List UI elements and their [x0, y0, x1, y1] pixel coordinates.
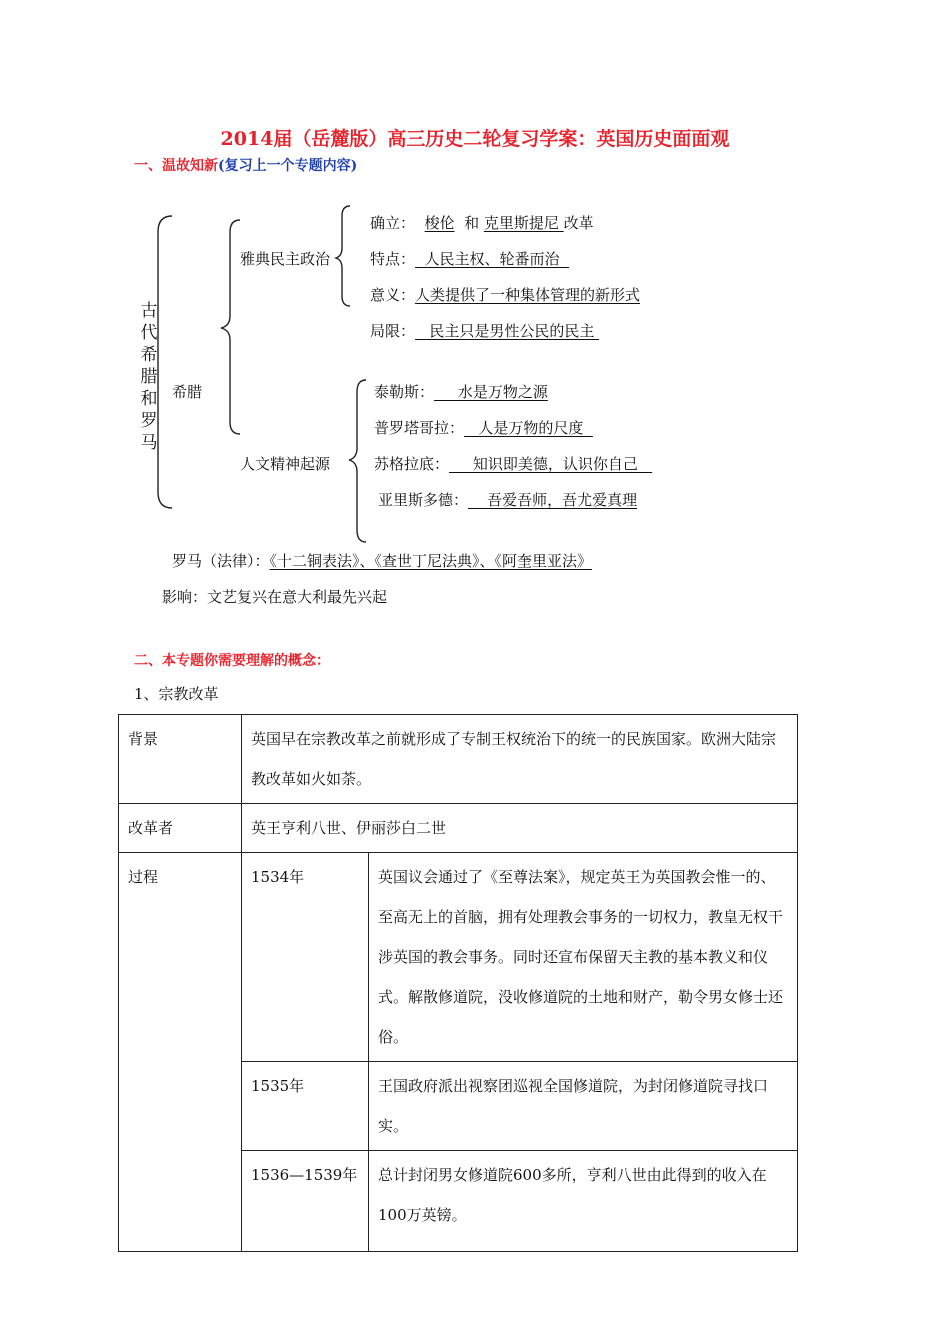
influence-line: 影响：文艺复兴在意大利最先兴起: [162, 588, 388, 606]
table-row: [119, 715, 798, 804]
athens-item-establish: 确立： 梭伦 和 克里斯提尼 改革: [370, 214, 594, 232]
athens-item-value: 梭伦: [424, 214, 455, 232]
humanism-label: 人文精神起源: [240, 455, 331, 473]
row-label: 过程: [119, 853, 242, 1252]
humanism-item-thales: 泰勒斯： 水是万物之源: [374, 383, 548, 401]
section-2-heading: 二、本专题你需要理解的概念：: [134, 653, 330, 669]
athens-item-value2: 克里斯提尼: [483, 214, 564, 232]
process-event: 总计封闭男女修道院600多所，亨利八世由此得到的收入在100万英镑。: [369, 1151, 798, 1252]
table-row: [119, 853, 798, 1062]
process-year: 1536—1539年: [242, 1151, 369, 1252]
greece-brace: [221, 220, 240, 434]
reformation-table: [118, 714, 798, 1252]
mindmap-root: 古代希腊和罗马: [140, 301, 158, 453]
topic-heading: 1、宗教改革: [134, 685, 219, 703]
row-label: 背景: [119, 715, 242, 804]
humanism-item-protagoras: 普罗塔哥拉： 人是万物的尺度: [374, 419, 593, 437]
reformer-text: 英王亨利八世、伊丽莎白二世: [242, 804, 798, 853]
process-year: 1534年: [242, 853, 369, 1062]
process-event: 英国议会通过了《至尊法案》，规定英王为英国教会惟一的、至高无上的首脑，拥有处理教会事务的一切权力，教皇无权干涉英国的教会事务。同时还宣布保留天主教的基本教义和仪式。解散修道院，没收修道院的土地和财产，勒令男女修士还俗。: [369, 853, 798, 1062]
humanism-item-aristotle: 亚里斯多德： 吾爱吾师，吾尤爱真理: [378, 491, 638, 509]
section-1-note: (复习上一个专题内容): [218, 158, 358, 174]
page-title: 2014届（岳麓版）高三历史二轮复习学案：英国历史面面观: [220, 128, 730, 150]
athens-item-limit: 局限： 民主只是男性公民的民主: [370, 322, 600, 340]
table-row: [119, 804, 798, 853]
root-brace: [158, 216, 172, 508]
section-1-title: 一、温故知新: [134, 158, 218, 174]
athens-item-key: 确立：: [370, 214, 416, 232]
athens-brace: [336, 206, 350, 306]
athens-item-feature: 特点： 人民主权、轮番而治: [370, 250, 570, 268]
rome-law: 罗马（法律）：《十二铜表法》、《查世丁尼法典》、《阿奎里亚法》: [172, 552, 593, 570]
athens-label: 雅典民主政治: [240, 250, 331, 268]
process-year: 1535年: [242, 1062, 369, 1151]
greece-label: 希腊: [172, 383, 203, 401]
row-label: 改革者: [119, 804, 242, 853]
athens-item-meaning: 意义：人类提供了一种集体管理的新形式: [370, 286, 641, 304]
process-event: 王国政府派出视察团巡视全国修道院，为封闭修道院寻找口实。: [369, 1062, 798, 1151]
humanism-item-socrates: 苏格拉底： 知识即美德，认识你自己: [374, 455, 653, 473]
background-text: 英国早在宗教改革之前就形成了专制王权统治下的统一的民族国家。欧洲大陆宗教改革如火如荼。: [242, 715, 798, 804]
humanism-brace: [349, 380, 366, 542]
